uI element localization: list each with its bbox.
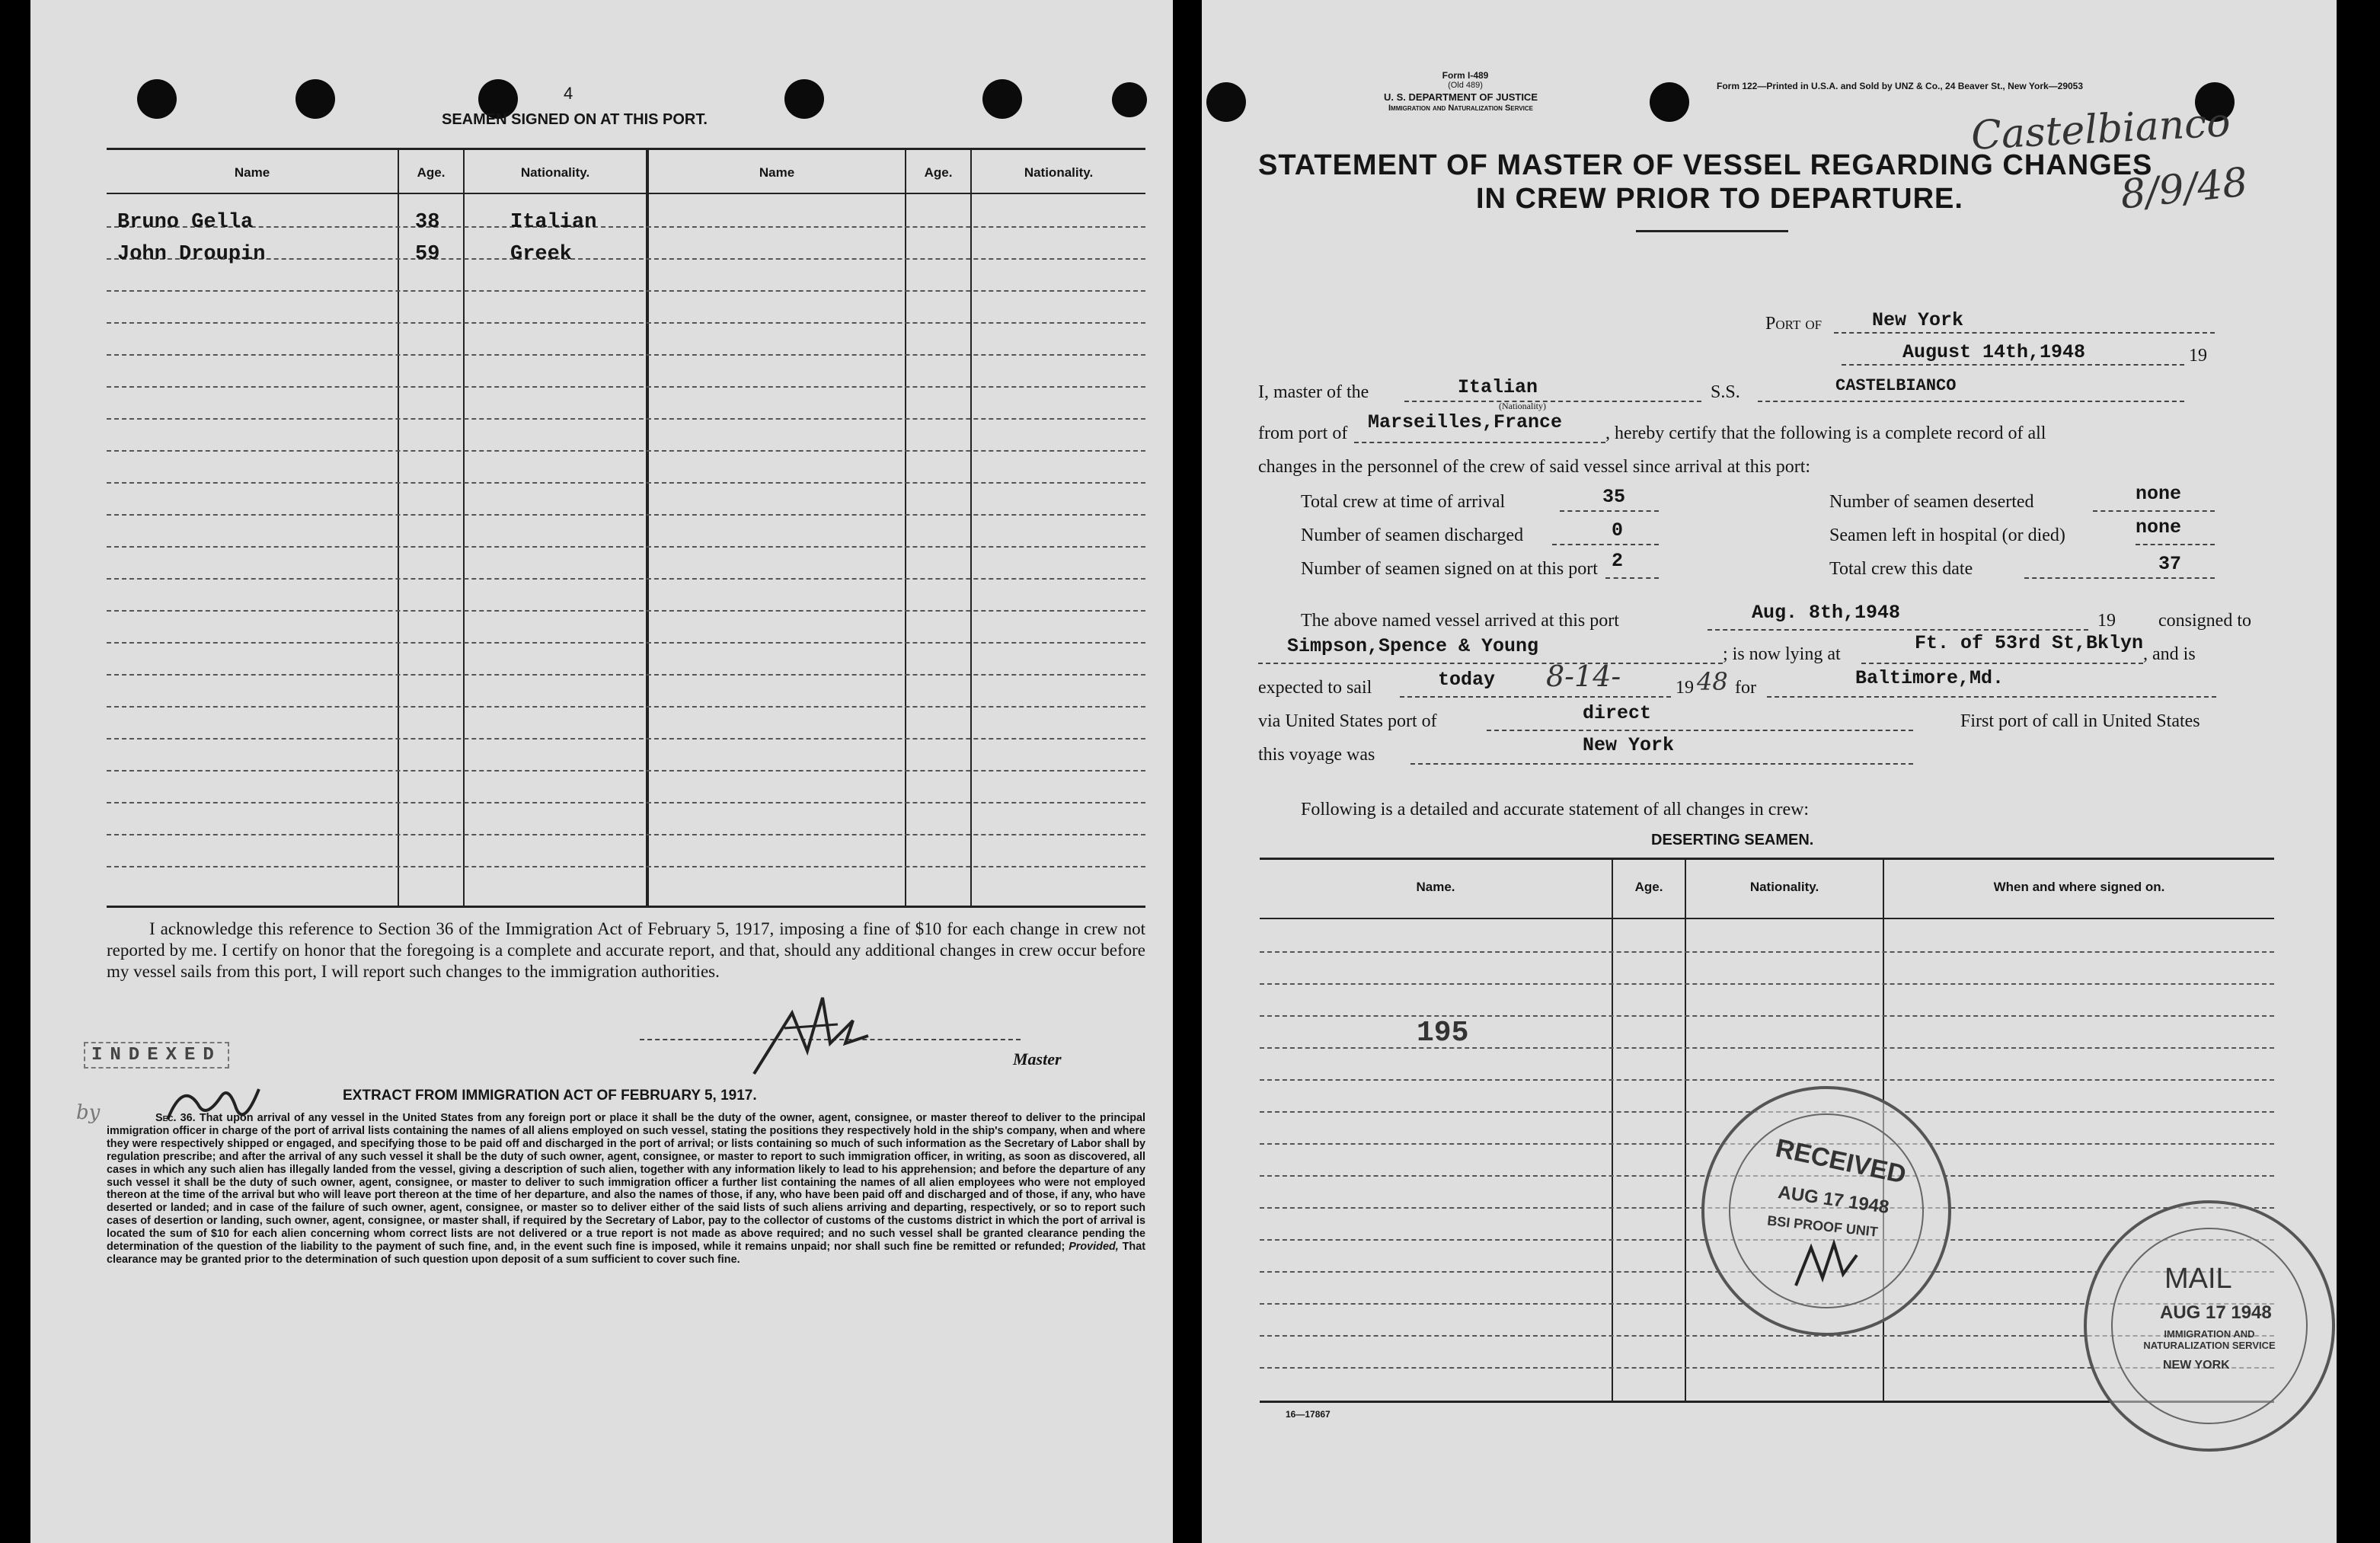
mail-stamp-date: AUG 17 1948: [2160, 1302, 2272, 1323]
column-header: Nationality.: [520, 165, 590, 180]
mail-stamp-title: MAIL: [2164, 1263, 2232, 1295]
page-number: 4: [564, 84, 573, 103]
punch-hole: [296, 79, 335, 119]
port-value: New York: [1872, 309, 1964, 331]
form-old-number: (Old 489): [1448, 81, 1483, 90]
form-title-line2: IN CREW PRIOR TO DEPARTURE.: [1476, 183, 1963, 215]
mail-stamp-city: NEW YORK: [2163, 1359, 2230, 1372]
expected-value: today: [1438, 669, 1496, 691]
received-stamp-unit: BSI PROOF UNIT: [1766, 1212, 1879, 1240]
for-label: for: [1735, 678, 1756, 698]
signed-on-label: Number of seamen signed on at this port: [1301, 559, 1598, 579]
expected-handwritten: 8-14-: [1546, 660, 1621, 693]
arrived-year-prefix: 19: [2097, 611, 2116, 631]
total-date-label: Total crew this date: [1829, 559, 1973, 579]
received-stamp: [1701, 1086, 1951, 1336]
column-header: Nationality.: [1024, 165, 1094, 180]
handwritten-date: 8/9/48: [2118, 159, 2251, 219]
nationality-value: Italian: [1458, 376, 1538, 398]
mail-stamp-service: IMMIGRATION AND NATURALIZATION SERVICE: [2143, 1328, 2276, 1351]
destination-value: Baltimore,Md.: [1855, 667, 2005, 689]
column-header: Name: [759, 165, 795, 180]
consigned-label: consigned to: [2158, 611, 2251, 631]
hospital-value: none: [2136, 516, 2182, 538]
first-port-label: First port of call in United States: [1960, 711, 2200, 731]
total-arrival-value: 35: [1602, 486, 1626, 508]
master-signature: [739, 967, 876, 1089]
consignee-value: Simpson,Spence & Young: [1287, 635, 1539, 657]
received-stamp-title: RECEIVED: [1773, 1133, 1909, 1190]
indexed-stamp: INDEXED: [84, 1042, 229, 1069]
column-header: When and where signed on.: [1993, 880, 2165, 894]
form-number: Form I-489: [1442, 70, 1489, 81]
deserted-label: Number of seamen deserted: [1829, 492, 2034, 512]
voyage-label: this voyage was: [1258, 745, 1375, 765]
extract-tail: That clearance may be granted prior to the determination of such question upon deposit of a sum sufficient to cover such fine.: [107, 1241, 1145, 1266]
voyage-value: New York: [1583, 734, 1675, 756]
total-date-value: 37: [2158, 553, 2182, 575]
sail-year-handwritten: 48: [1697, 667, 1728, 696]
punch-hole: [137, 79, 177, 119]
date-value: August 14th,1948: [1902, 341, 2086, 363]
deserted-value: none: [2136, 483, 2182, 505]
column-header: Age.: [924, 165, 953, 180]
seaman-nationality: Italian: [510, 211, 597, 234]
seamen-signed-heading: SEAMEN SIGNED ON AT THIS PORT.: [442, 111, 708, 128]
form-title-line1: STATEMENT OF MASTER OF VESSEL REGARDING CHANGES: [1258, 149, 2153, 181]
column-header: Name.: [1416, 880, 1455, 894]
arrived-label: The above named vessel arrived at this port: [1301, 611, 1619, 631]
expected-label: expected to sail: [1258, 678, 1372, 698]
year-prefix-sail: 19: [1676, 678, 1694, 698]
left-page: [30, 0, 1173, 1543]
department: U. S. DEPARTMENT OF JUSTICE: [1384, 91, 1538, 103]
extract-title: EXTRACT FROM IMMIGRATION ACT OF FEBRUARY 5, 1917.: [343, 1088, 757, 1104]
received-stamp-date: AUG 17 1948: [1776, 1181, 1890, 1219]
signed-on-table: [107, 148, 1145, 908]
master-label: Master: [1013, 1049, 1062, 1069]
lying-value: Ft. of 53rd St,Bklyn: [1915, 632, 2144, 654]
title-rule: [1636, 230, 1788, 232]
year-prefix: 19: [2189, 346, 2207, 366]
signed-on-value: 2: [1612, 550, 1624, 572]
column-header: Name: [234, 165, 270, 180]
acknowledgment-text: I acknowledge this reference to Section 36 of the Immigration Act of February 5, 1917, imposing a fine of $10 for each change in crew not reported by me. I certify on honor that the foregoing is a complete and accurate report, and that, should any additional changes in crew occur before my vessel sails from this port, I will report such changes to the immigration authorities.: [107, 919, 1145, 981]
discharged-value: 0: [1612, 519, 1624, 541]
vessel-value: CASTELBIANCO: [1835, 376, 1957, 395]
column-header: Age.: [417, 165, 446, 180]
punch-hole: [982, 79, 1022, 119]
seaman-nationality: Greek: [510, 243, 573, 266]
punch-hole: [1650, 82, 1689, 122]
seaman-age: 59: [415, 243, 440, 266]
following-text: Following is a detailed and accurate statement of all changes in crew:: [1301, 800, 1810, 819]
punch-hole: [1206, 82, 1246, 122]
via-value: direct: [1583, 702, 1652, 724]
discharged-label: Number of seamen discharged: [1301, 526, 1524, 545]
and-is-text: , and is: [2143, 644, 2196, 664]
seaman-age: 38: [415, 211, 440, 234]
service: Immigration and Naturalization Service: [1388, 104, 1533, 113]
port-label: Port of: [1765, 314, 1823, 334]
printer-note: Form 122—Printed in U.S.A. and Sold by UNZ & Co., 24 Beaver St., New York—29053: [1717, 81, 2084, 91]
lying-label: ; is now lying at: [1723, 644, 1841, 664]
handwritten-ship-name: Castelbianco: [1969, 100, 2231, 159]
extract-section: Sec. 36.: [155, 1112, 196, 1124]
certify-text: , hereby certify that the following is a complete record of all: [1605, 423, 2046, 443]
from-port-value: Marseilles,France: [1368, 411, 1563, 433]
column-header: Nationality.: [1749, 880, 1819, 894]
footer-code: 16—17867: [1286, 1409, 1331, 1420]
mail-stamp: [2084, 1200, 2335, 1452]
total-arrival-label: Total crew at time of arrival: [1301, 492, 1506, 512]
arrived-value: Aug. 8th,1948: [1752, 602, 1901, 624]
ss-label: S.S.: [1711, 382, 1740, 402]
punch-hole: [784, 79, 824, 119]
right-page: [1202, 0, 2337, 1543]
deserting-heading: DESERTING SEAMEN.: [1651, 832, 1814, 848]
column-header: Age.: [1634, 880, 1663, 894]
hospital-label: Seamen left in hospital (or died): [1829, 526, 2065, 545]
table-number: 195: [1417, 1017, 1469, 1049]
extract-text: [107, 1112, 1145, 1267]
by-label: by: [76, 1101, 101, 1124]
via-label: via United States port of: [1258, 711, 1437, 731]
extract-body: That upon arrival of any vessel in the United States from any foreign port or place it shall be the duty of the owner, agent, consignee, or master thereof to deliver to the principal immigration officer in charge of the port of arrival lists containing the names of all aliens employed on such vessel, stating the positions they respectively hold in the ship's company, when and where they were respectively shipped or engaged, and specifying those to be paid off and discharged in the port of arrival; or lists containing so much of such information as the Secretary of Labor shall by regulation prescribe; and after the arrival of any such vessel it shall be the duty of such owner, agent, consignee, or master to report to such immigration officer, in writing, as soon as discovered, all cases in which any such alien has illegally landed from the vessel, giving a description of such alien, together with any information likely to lead to his apprehension; and before the departure of any such vessel it shall be the duty of such owner, agent, consignee, or master to deliver to such immigration officer a further list containing the names of all alien employees who were not employed thereon at the time of the arrival but who will leave port thereon at the time of her departure, and also the names of those, if any, who have been paid off and discharged and of those, if any, who have deserted or landed; and in case of the failure of such owner, agent, consignee, or master so to deliver either of the said lists of such aliens arriving and departing, respectively, or so to report such cases of desertion or landing, such owner, agent, consignee, or master shall, if required by the Secretary of Labor, pay to the collector of customs of the customs district in which the port of arrival is located the sum of $10 for each alien concerning whom correct lists are not delivered or a true report is not made as above required; and no such vessel shall be granted clearance pending the determination of the question of the liability to the payment of such fine, and, in the event such fine is imposed, while it remains unpaid; nor shall such fine be remitted or refunded;: [107, 1112, 1146, 1254]
seaman-name: Bruno Gella: [117, 211, 254, 234]
punch-hole: [1112, 82, 1147, 117]
master-of-label: I, master of the: [1258, 382, 1369, 402]
changes-text: changes in the personnel of the crew of said vessel since arrival at this port:: [1258, 457, 1811, 477]
from-port-label: from port of: [1258, 423, 1348, 443]
seaman-name: John Droupin: [117, 243, 266, 266]
nationality-caption: (Nationality): [1499, 401, 1546, 411]
extract-provided: Provided,: [1069, 1241, 1119, 1254]
